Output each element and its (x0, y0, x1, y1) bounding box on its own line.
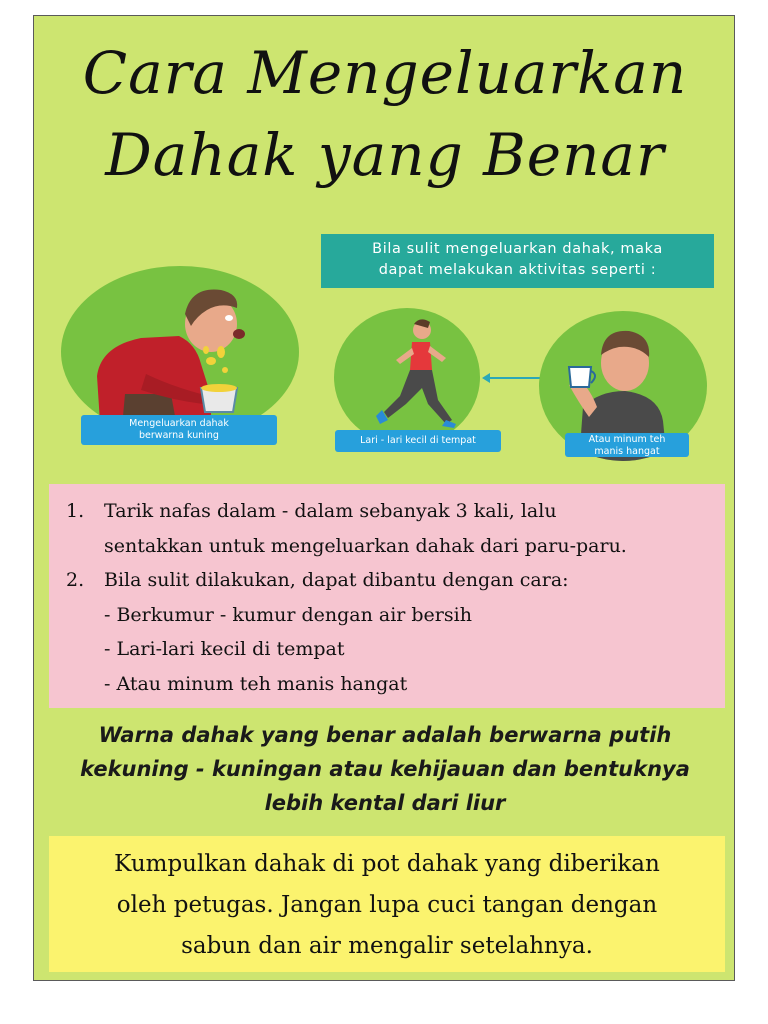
poster (33, 15, 735, 981)
step-row (49, 598, 725, 633)
title-line-2: Dahak yang Benar (105, 121, 665, 189)
step-text: Tarik nafas dalam - dalam sebanyak 3 kali, lalu (104, 500, 557, 522)
intro-box: Bila sulit mengeluarkan dahak, maka dapat melakukan aktivitas seperti : (321, 234, 714, 288)
jogging-illustration (334, 308, 480, 446)
step-row (49, 563, 725, 598)
step-number: 1. (66, 500, 85, 522)
step-text: - Lari-lari kecil di tempat (104, 638, 345, 660)
step-row (49, 494, 725, 529)
step-text: - Atau minum teh manis hangat (104, 672, 408, 695)
step-number: 2. (66, 569, 85, 591)
steps-box (49, 484, 725, 708)
jogging-caption: Lari - lari kecil di tempat (335, 430, 501, 452)
step-text: - Berkumur - kumur dengan air bersih (104, 603, 472, 626)
step-row (49, 667, 725, 702)
step-text: sentakkan untuk mengeluarkan dahak dari paru-paru. (104, 534, 627, 557)
title-line-1: Cara Mengeluarkan (82, 39, 688, 107)
cough-illustration (61, 266, 299, 438)
phlegm-color-note: Warna dahak yang benar adalah berwarna putih kekuning - kuningan atau kehijauan dan bentuknya lebih kental dari liur (80, 723, 690, 815)
collection-instruction-box: Kumpulkan dahak di pot dahak yang diberikan oleh petugas. Jangan lupa cuci tangan dengan sabun dan air mengalir setelahnya. (49, 836, 725, 972)
step-row (49, 632, 725, 667)
step-row (49, 529, 725, 564)
cough-caption: Mengeluarkan dahak berwarna kuning (81, 415, 277, 445)
drinking-caption: Atau minum teh manis hangat (565, 433, 689, 457)
step-text: Bila sulit dilakukan, dapat dibantu dengan cara: (104, 569, 569, 591)
